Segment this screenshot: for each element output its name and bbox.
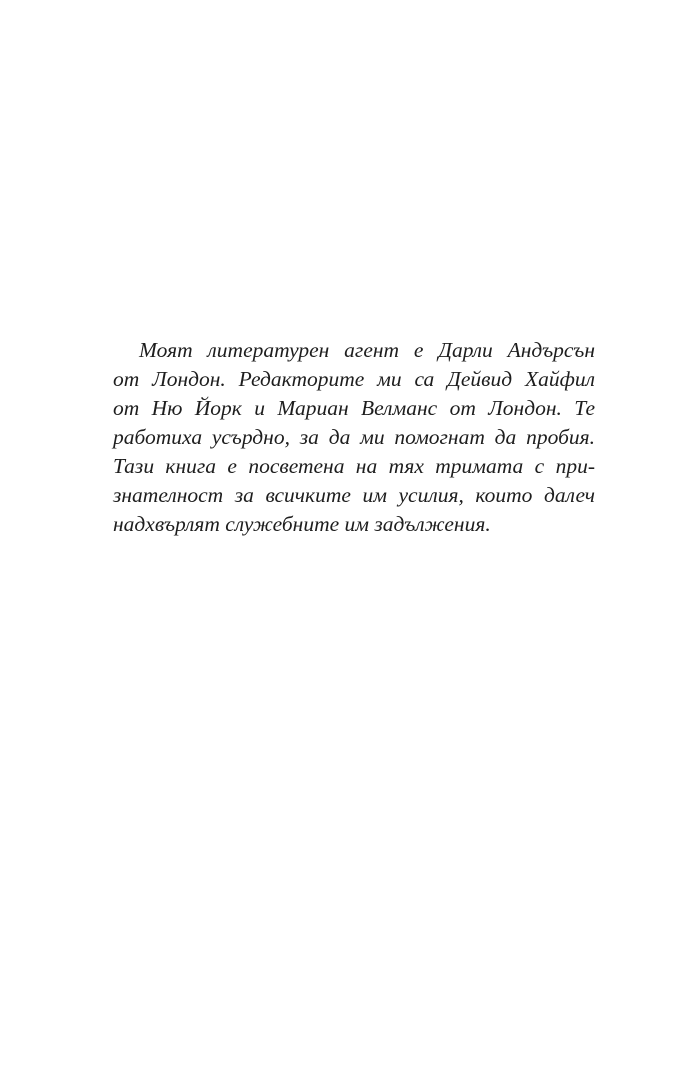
dedication-line: знателност за всичките им усилия, които далеч <box>113 483 595 507</box>
dedication-line: Моят литературен агент е Дарли Андърсън <box>139 338 595 362</box>
dedication-line: от Ню Йорк и Мариан Велманс от Лондон. Те <box>113 396 595 420</box>
dedication-line: от Лондон. Редакторите ми са Дейвид Хайфил <box>113 367 595 391</box>
dedication-paragraph <box>113 336 595 539</box>
dedication-line: работиха усърдно, за да ми помогнат да пробия. <box>113 425 595 449</box>
dedication-line: Тази книга е посветена на тях тримата с при- <box>113 454 595 478</box>
dedication-line: надхвърлят служебните им задължения. <box>113 512 491 536</box>
